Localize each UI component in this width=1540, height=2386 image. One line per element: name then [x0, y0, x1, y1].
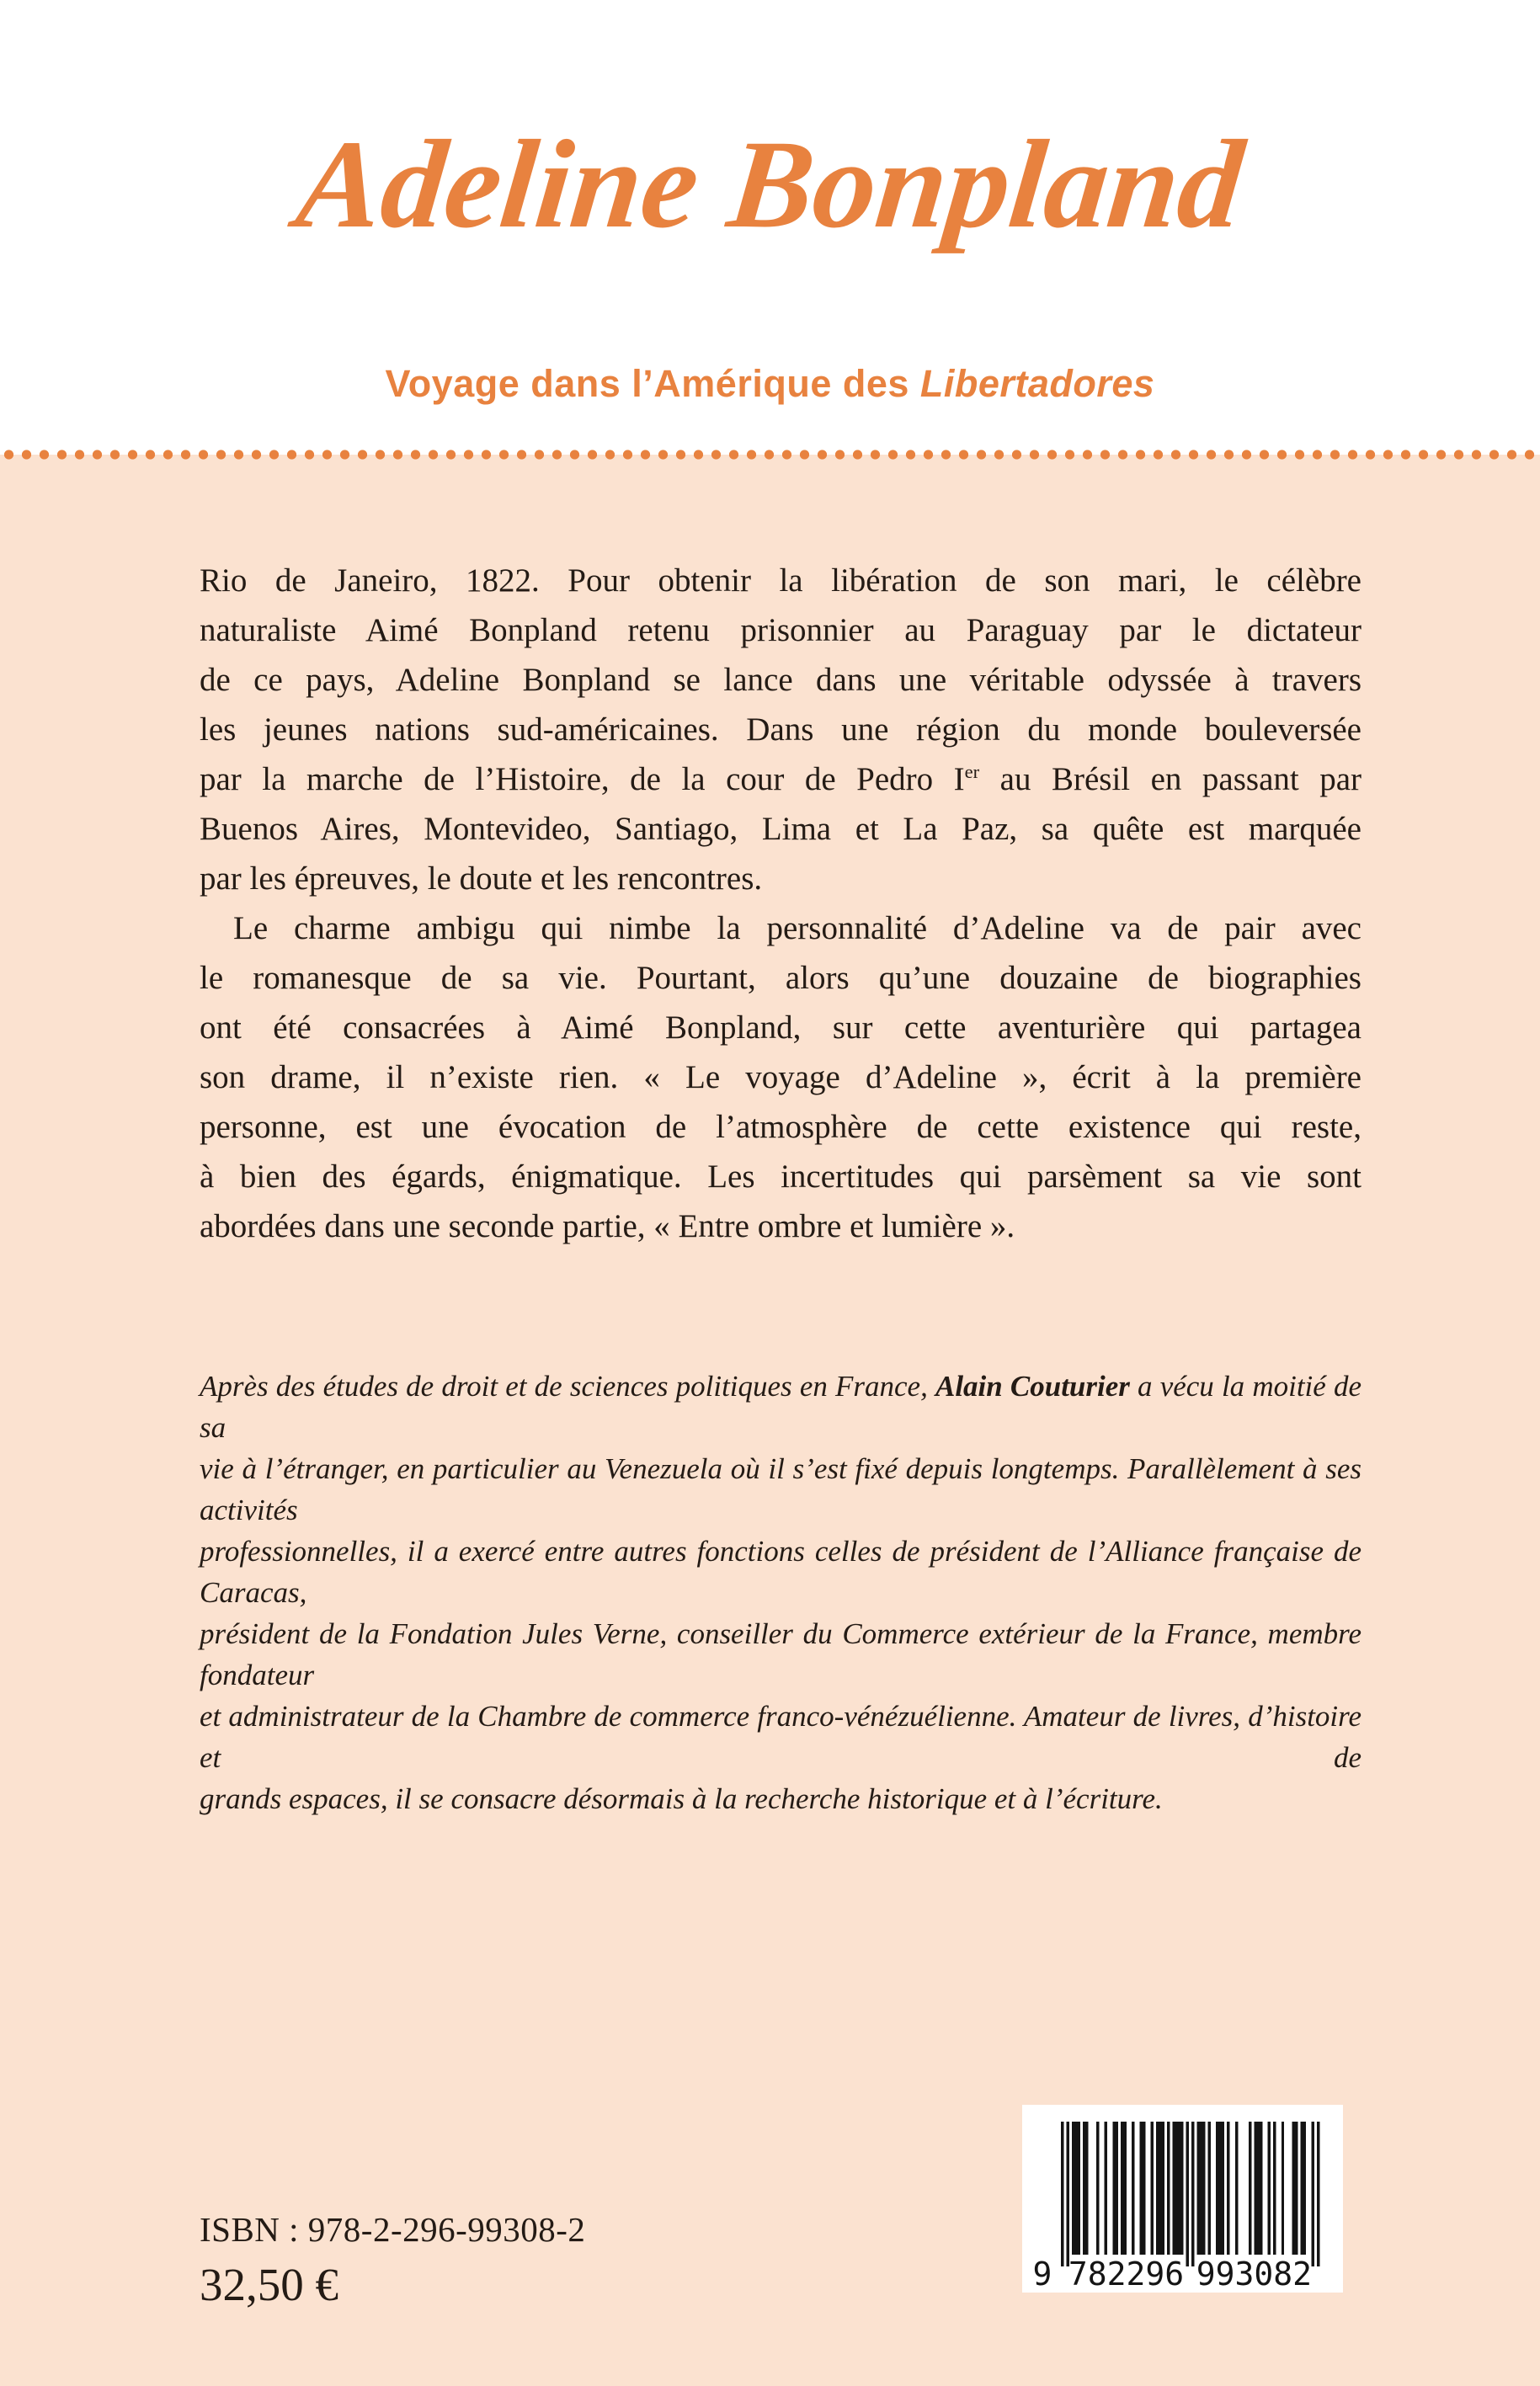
- blurb-line: le romanesque de sa vie. Pourtant, alors qu’une douzaine de biographies: [200, 960, 1361, 996]
- blurb-line: Le charme ambigu qui nimbe la personnalité d’Adeline va de pair avec: [233, 910, 1361, 946]
- blurb-line: personne, est une évocation de l’atmosphère de cette existence qui reste,: [200, 1109, 1361, 1145]
- blurb-line: par la marche de l’Histoire, de la cour de Pedro Ier au Brésil en passant par: [200, 761, 1361, 797]
- bio-line: professionnelles, il a exercé entre autres fonctions celles de président de l’Alliance française de Caracas,: [200, 1535, 1361, 1609]
- price-label: 32,50 €: [200, 2259, 338, 2310]
- blurb-line: ont été consacrées à Aimé Bonpland, sur cette aventurière qui partagea: [200, 1009, 1361, 1046]
- barcode-bars: [1022, 2105, 1343, 2293]
- barcode-digits: 9: [1032, 2256, 1052, 2293]
- blurb-line: par les épreuves, le doute et les rencontres.: [200, 860, 763, 897]
- blurb-line: abordées dans une seconde partie, « Entre ombre et lumière ».: [200, 1208, 1015, 1244]
- blurb-line: naturaliste Aimé Bonpland retenu prisonnier au Paraguay par le dictateur: [200, 612, 1361, 648]
- blurb-line: de ce pays, Adeline Bonpland se lance dans une véritable odyssée à travers: [200, 662, 1361, 698]
- book-subtitle: [0, 362, 1540, 406]
- subtitle-italic-text: Libertadores: [919, 362, 1155, 405]
- barcode-digits: 993082: [1196, 2256, 1313, 2293]
- bio-line: et administrateur de la Chambre de commerce franco-vénézuélienne. Amateur de livres, d’histoire et de: [200, 1700, 1361, 1774]
- blurb-line: Rio de Janeiro, 1822. Pour obtenir la libération de son mari, le célèbre: [200, 562, 1361, 599]
- barcode: [1022, 2105, 1343, 2293]
- bio-line: Après des études de droit et de sciences politiques en France, Alain Couturier a vécu la moitié de sa: [200, 1370, 1361, 1444]
- author-bio: [200, 1366, 1361, 1819]
- bio-line: grands espaces, il se consacre désormais à la recherche historique et à l’écriture.: [200, 1782, 1163, 1815]
- barcode-digits: 782296: [1068, 2256, 1185, 2293]
- bio-line: vie à l’étranger, en particulier au Venezuela où il s’est fixé depuis longtemps. Parallèlement à ses activités: [200, 1452, 1361, 1526]
- subtitle-regular-text: Voyage dans l’Amérique des: [385, 362, 920, 405]
- dotted-divider: [0, 445, 1540, 464]
- blurb-line: Buenos Aires, Montevideo, Santiago, Lima et La Paz, sa quête est marquée: [200, 811, 1361, 847]
- isbn-label: ISBN : 978-2-296-99308-2: [200, 2210, 586, 2249]
- bio-line: président de la Fondation Jules Verne, conseiller du Commerce extérieur de la France, membre fondateur: [200, 1617, 1361, 1691]
- back-cover-blurb: [200, 556, 1361, 1251]
- blurb-line: à bien des égards, énigmatique. Les incertitudes qui parsèment sa vie sont: [200, 1158, 1361, 1195]
- book-title: Adeline Bonpland: [290, 115, 1250, 254]
- blurb-line: les jeunes nations sud-américaines. Dans une région du monde bouleversée: [200, 711, 1361, 748]
- blurb-line: son drame, il n’existe rien. « Le voyage d’Adeline », écrit à la première: [200, 1059, 1361, 1095]
